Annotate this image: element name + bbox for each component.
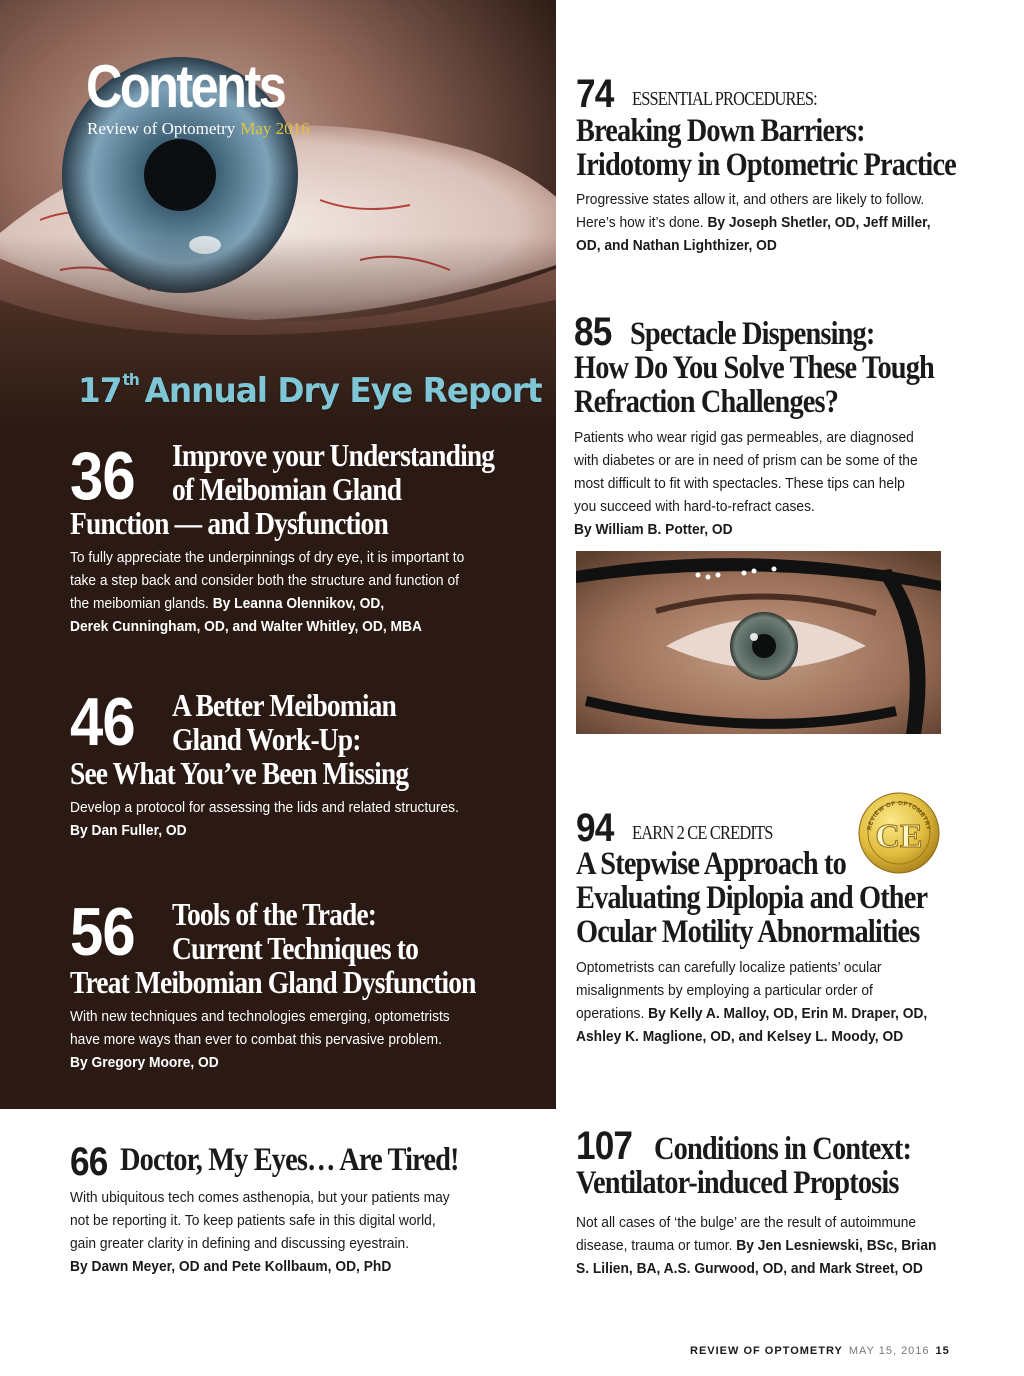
article-headline-line: Spectacle Dispensing: (630, 316, 875, 352)
article-page-number: 46 (70, 684, 135, 760)
article-byline-line (70, 615, 422, 638)
article-headline-line: How Do You Solve These Tough (574, 350, 934, 386)
article-description-line: With new techniques and technologies emerging, optometrists (70, 1008, 450, 1025)
article-page-number: 94 (576, 806, 614, 850)
article-description-end: operations. (576, 1005, 645, 1022)
article-description-line (576, 211, 931, 234)
article-byline: By Dawn Meyer, OD and Pete Kollbaum, OD, PhD (70, 1258, 392, 1275)
article-description-line: take a step back and consider both the structure and function of (70, 572, 459, 589)
article-description-line: Not all cases of ‘the bulge’ are the result of autoimmune (576, 1214, 917, 1231)
article-kicker: EARN 2 CE CREDITS (632, 822, 773, 844)
dry-eye-report-panel (0, 0, 556, 1109)
article-description-line: To fully appreciate the underpinnings of dry eye, it is important to (70, 549, 465, 566)
page-footer (690, 1345, 950, 1357)
article-headline-line: Breaking Down Barriers: (576, 113, 865, 149)
article-byline-line (576, 234, 777, 257)
article-byline: Ashley K. Maglione, OD, and Kelsey L. Moody, OD (576, 1028, 904, 1045)
article-byline: By Leanna Olennikov, OD, (212, 595, 385, 612)
article-headline-line: Tools of the Trade: (172, 896, 377, 932)
article-byline-line (70, 1051, 219, 1074)
article-description-line: have more ways than ever to combat this pervasive problem. (70, 1031, 443, 1048)
article-headline-line: Ocular Motility Abnormalities (576, 914, 920, 950)
article-byline-line (574, 518, 733, 541)
article-page-number: 56 (70, 894, 135, 970)
article-description-line: Optometrists can carefully localize patients’ ocular (576, 959, 882, 976)
page-number: 15 (935, 1345, 950, 1357)
article-description-line (576, 1002, 927, 1025)
article-byline: By Kelly A. Malloy, OD, Erin M. Draper, OD, (648, 1005, 928, 1022)
article-headline-line: Evaluating Diplopia and Other (576, 880, 928, 916)
article-36[interactable] (0, 0, 556, 640)
article-description-line: Patients who wear rigid gas permeables, are diagnosed (574, 429, 914, 446)
article-headline-line: of Meibomian Gland (172, 471, 402, 507)
page-title: Contents (86, 53, 285, 120)
article-headline-line: See What You’ve Been Missing (70, 755, 409, 791)
article-byline-line (70, 819, 187, 842)
article-headline-line: Current Techniques to (172, 930, 418, 966)
article-byline: OD, and Nathan Lighthizer, OD (576, 237, 777, 254)
article-byline: S. Lilien, BA, A.S. Gurwood, OD, and Mark Street, OD (576, 1260, 923, 1277)
footer-publication: REVIEW OF OPTOMETRY (690, 1345, 843, 1357)
article-headline-line: Iridotomy in Optometric Practice (576, 147, 956, 183)
article-headline-line: Treat Meibomian Gland Dysfunction (70, 964, 476, 1000)
spectacles-eye-photo (576, 551, 941, 734)
article-description-line (70, 592, 384, 615)
ce-credit-badge (858, 792, 940, 874)
article-description-end: Here’s how it’s done. (576, 214, 704, 231)
article-byline-line (576, 1257, 923, 1280)
article-byline: Derek Cunningham, OD, and Walter Whitley, OD, MBA (70, 618, 422, 635)
article-description-line (576, 1234, 936, 1257)
article-byline: By Gregory Moore, OD (70, 1054, 219, 1071)
article-headline-line: Improve your Understanding (172, 437, 495, 473)
article-byline: By Dan Fuller, OD (70, 822, 187, 839)
article-headline-line: Conditions in Context: (654, 1131, 912, 1167)
article-page-number: 107 (576, 1124, 633, 1168)
article-headline-line: Ventilator-induced Proptosis (576, 1165, 899, 1201)
article-headline-line: A Stepwise Approach to (576, 846, 846, 882)
article-byline: By Joseph Shetler, OD, Jeff Miller, (707, 214, 931, 231)
banner-title: Annual Dry Eye Report (144, 371, 542, 411)
article-description-end: the meibomian glands. (70, 595, 209, 612)
article-byline-line (70, 1255, 391, 1278)
article-page-number: 85 (574, 310, 612, 354)
article-page-number: 66 (70, 1140, 108, 1184)
badge-ring-text: REVIEW OF OPTOMETRY (867, 800, 931, 831)
footer-date: MAY 15, 2016 (848, 1345, 930, 1357)
article-description-line: most difficult to fit with spectacles. These tips can help (574, 475, 905, 492)
article-description-line: Develop a protocol for assessing the lids and related structures. (70, 799, 459, 816)
article-description-line: misalignments by employing a particular order of (576, 982, 873, 999)
banner-ordinal-suffix: th (122, 370, 139, 389)
article-description-line: you succeed with hard-to-refract cases. (574, 498, 815, 515)
article-page-number: 74 (576, 72, 614, 116)
article-description-line: not be reporting it. To keep patients safe in this digital world, (70, 1212, 436, 1229)
article-headline-line: Gland Work-Up: (172, 721, 361, 757)
article-description-line: With ubiquitous tech comes asthenopia, but your patients may (70, 1189, 450, 1206)
article-description-line: Progressive states allow it, and others are likely to follow. (576, 191, 925, 208)
badge-ce-text: CE (875, 818, 923, 855)
article-byline-line (576, 1025, 903, 1048)
article-page-number: 36 (70, 438, 135, 514)
article-description-end: disease, trauma or tumor. (576, 1237, 733, 1254)
publication-name: Review of Optometry (87, 119, 236, 138)
article-headline-line: Function — and Dysfunction (70, 505, 388, 541)
article-headline-line: Doctor, My Eyes… Are Tired! (120, 1142, 459, 1178)
article-headline-line: A Better Meibomian (172, 687, 397, 723)
banner-ordinal: 17 (78, 371, 122, 411)
article-byline: By Jen Lesniewski, BSc, Brian (736, 1237, 937, 1254)
article-byline: By William B. Potter, OD (574, 521, 733, 538)
article-headline-line: Refraction Challenges? (574, 384, 839, 420)
issue-date: May 2016 (240, 119, 310, 138)
article-description-line: gain greater clarity in defining and discussing eyestrain. (70, 1235, 410, 1252)
article-description-line: with diabetes or are in need of prism can be some of the (574, 452, 918, 469)
article-kicker: ESSENTIAL PROCEDURES: (632, 88, 817, 110)
